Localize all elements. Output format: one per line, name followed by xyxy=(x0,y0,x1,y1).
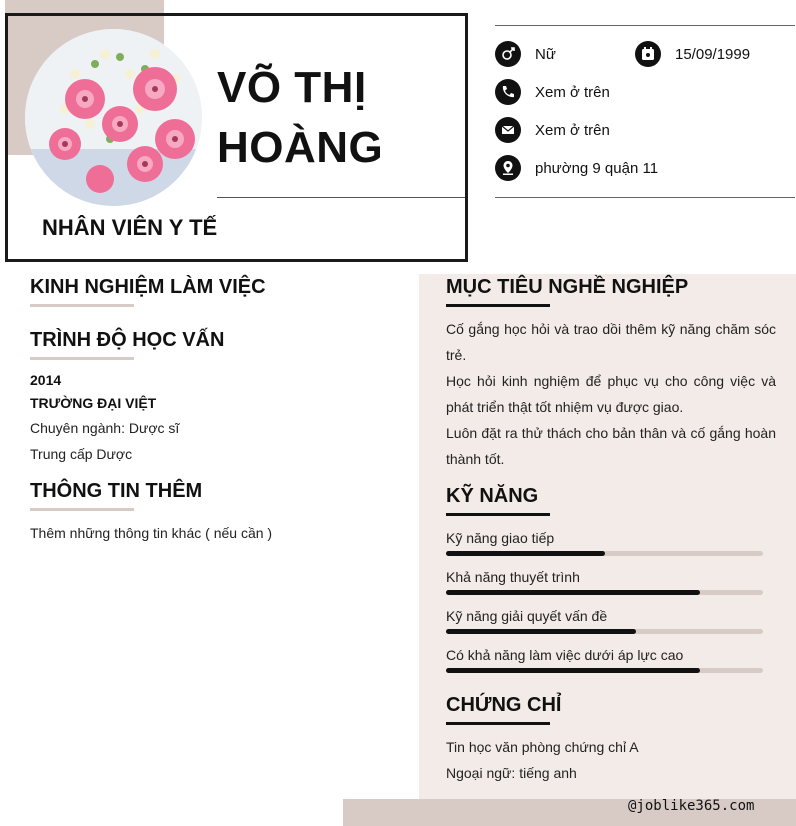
contact-gender xyxy=(495,41,556,67)
job-title: NHÂN VIÊN Y TẾ xyxy=(42,215,218,240)
section-title-skills: KỸ NĂNG xyxy=(446,485,539,507)
section-underline xyxy=(446,304,550,307)
location-icon xyxy=(495,155,521,181)
section-title-extra: THÔNG TIN THÊM xyxy=(30,480,203,502)
skill-label: Có khả năng làm việc dưới áp lực cao xyxy=(446,647,684,663)
divider xyxy=(495,197,795,198)
section-title-certificates: CHỨNG CHỈ xyxy=(446,694,562,716)
education-year: 2014 xyxy=(30,372,62,388)
footer-handle: @joblike365.com xyxy=(628,798,755,814)
name-line-1: VÕ THỊ xyxy=(217,63,367,112)
skill-bar-fill xyxy=(446,668,700,673)
address-value: phường 9 quận 11 xyxy=(535,159,659,177)
contact-email xyxy=(495,117,610,143)
skill-bar xyxy=(446,629,763,634)
gender-value: Nữ xyxy=(535,45,556,63)
full-name xyxy=(217,58,457,178)
skill-bar xyxy=(446,668,763,673)
avatar xyxy=(25,29,202,206)
phone-value: Xem ở trên xyxy=(535,83,610,101)
calendar-icon xyxy=(635,41,661,67)
objective-paragraph-3: Luôn đặt ra thử thách cho bản thân và cố gắng hoàn thành tốt. xyxy=(446,425,776,467)
name-line-2: HOÀNG xyxy=(217,123,384,172)
section-underline xyxy=(30,304,134,307)
contact-address xyxy=(495,155,658,181)
section-title-education: TRÌNH ĐỘ HỌC VẤN xyxy=(30,329,225,351)
skill-bar xyxy=(446,551,763,556)
objective-paragraph-2: Học hỏi kinh nghiệm để phục vụ cho công việc và phát triển thật tốt nhiệm vụ được giao. xyxy=(446,373,776,415)
section-underline xyxy=(30,508,134,511)
extra-info-text: Thêm những thông tin khác ( nếu cần ) xyxy=(30,525,273,541)
skill-label: Kỹ năng giao tiếp xyxy=(446,530,555,546)
skill-bar-fill xyxy=(446,551,605,556)
section-title-objective: MỤC TIÊU NGHỀ NGHIỆP xyxy=(446,276,689,298)
education-school: TRƯỜNG ĐẠI VIỆT xyxy=(30,395,157,411)
skill-bar xyxy=(446,590,763,595)
flower-photo-icon xyxy=(25,29,202,206)
certificate-item: Tin học văn phòng chứng chỉ A xyxy=(446,739,639,755)
phone-icon xyxy=(495,79,521,105)
divider xyxy=(217,197,465,198)
section-underline xyxy=(446,513,550,516)
mail-icon xyxy=(495,117,521,143)
skill-bar-fill xyxy=(446,590,700,595)
education-major: Chuyên ngành: Dược sĩ xyxy=(30,420,180,436)
contact-birthday xyxy=(635,41,750,67)
email-value: Xem ở trên xyxy=(535,121,610,139)
divider xyxy=(495,25,795,26)
section-underline xyxy=(446,722,550,725)
contact-phone xyxy=(495,79,610,105)
gender-icon xyxy=(495,41,521,67)
objective-paragraph-1: Cố gắng học hỏi và trao dồi thêm kỹ năng chăm sóc trẻ. xyxy=(446,321,776,363)
skill-label: Khả năng thuyết trình xyxy=(446,569,580,585)
birthday-value: 15/09/1999 xyxy=(675,45,751,63)
skill-bar-fill xyxy=(446,629,636,634)
education-level: Trung cấp Dược xyxy=(30,446,133,462)
section-underline xyxy=(30,357,134,360)
section-title-experience: KINH NGHIỆM LÀM VIỆC xyxy=(30,276,266,298)
certificate-item: Ngoại ngữ: tiếng anh xyxy=(446,765,577,781)
skill-label: Kỹ năng giải quyết vấn đề xyxy=(446,608,608,624)
